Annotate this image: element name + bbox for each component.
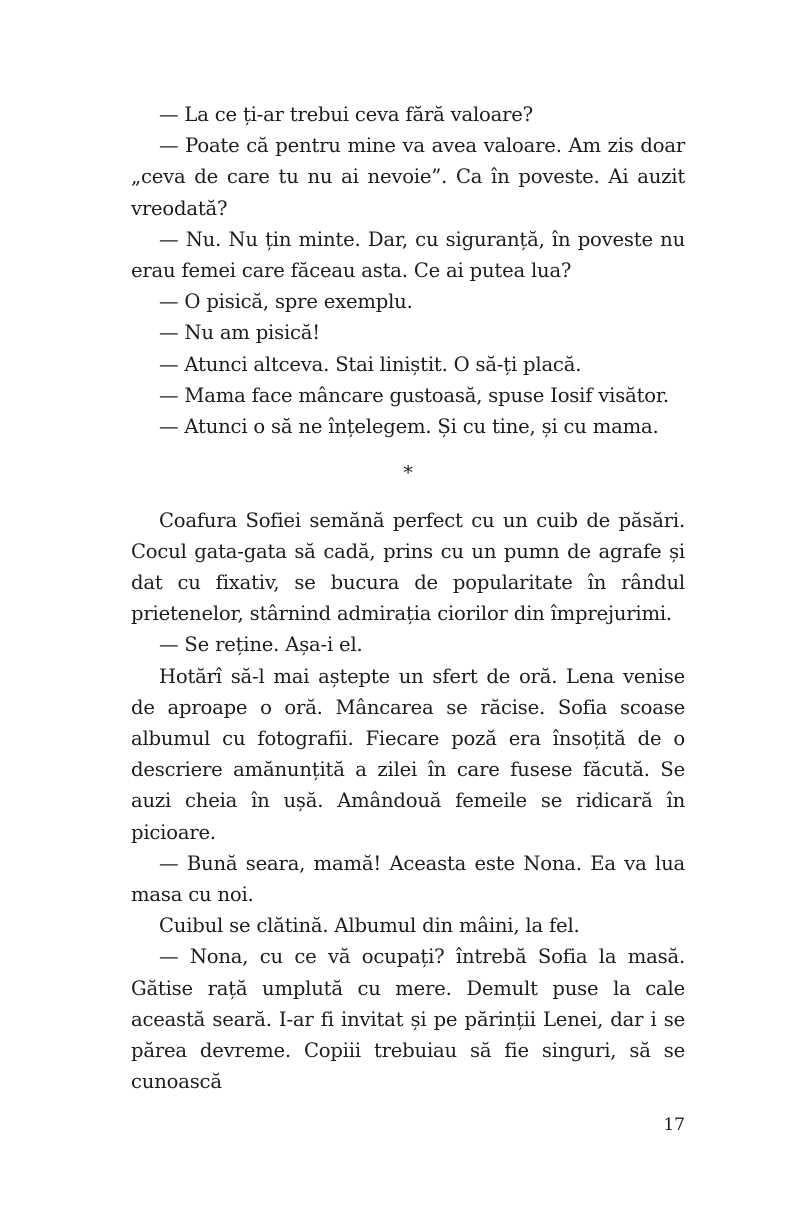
narrative-section — [131, 505, 685, 1098]
paragraph: — Bună seara, mamă! Aceasta este Nona. Ea va lua masa cu noi. — [131, 851, 685, 907]
dialogue-section — [131, 99, 685, 442]
section-separator: * — [403, 462, 413, 485]
paragraph: — Nu. Nu țin minte. Dar, cu siguranță, în poveste nu erau femei care făceau asta. Ce ai putea lua? — [131, 227, 685, 283]
paragraph: Hotărî să-l mai aștepte un sfert de oră. Lena venise de aproape o oră. Mâncarea se răcise. Sofia scoase albumul cu fotografii. Fiecare poză era însoțită de o descriere amănunțită a zilei în care fusese făcută. Se auzi cheia în ușă. Amândouă femeile se ridicară în picioare. — [131, 664, 685, 844]
paragraph: — Atunci altceva. Stai liniștit. O să-ți placă. — [159, 352, 582, 376]
paragraph: — O pisică, spre exemplu. — [159, 290, 413, 314]
paragraph: — Atunci o să ne înțelegem. Și cu tine, și cu mama. — [159, 415, 659, 439]
paragraph: — Nu am pisică! — [159, 321, 320, 345]
paragraph: — Se reține. Așa-i el. — [159, 633, 363, 657]
paragraph: Coafura Sofiei semănă perfect cu un cuib de păsări. Cocul gata-gata să cadă, prins cu un pumn de agrafe și dat cu fixativ, se bucura de popularitate în rândul prietenelor, stârnind admirația ciorilor din împrejurimi. — [131, 508, 685, 626]
page-number: 17 — [663, 1115, 685, 1135]
paragraph: — La ce ți-ar trebui ceva fără valoare? — [159, 103, 533, 126]
page-body — [131, 99, 685, 1097]
paragraph: — Nona, cu ce vă ocupați? întrebă Sofia la masă. Gătise rață umplută cu mere. Demult puse la cale această seară. I-ar fi invitat și pe părinții Lenei, dar i se părea devreme. Copiii trebuiau să fie singuri, să se cunoască — [131, 945, 685, 1094]
paragraph: — Poate că pentru mine va avea valoare. Am zis doar „ceva de care tu nu ai nevoie”. Ca în poveste. Ai auzit vreodată? — [131, 134, 685, 220]
paragraph: — Mama face mâncare gustoasă, spuse Iosif visător. — [159, 383, 669, 407]
paragraph: Cuibul se clătină. Albumul din mâini, la fel. — [159, 914, 580, 938]
